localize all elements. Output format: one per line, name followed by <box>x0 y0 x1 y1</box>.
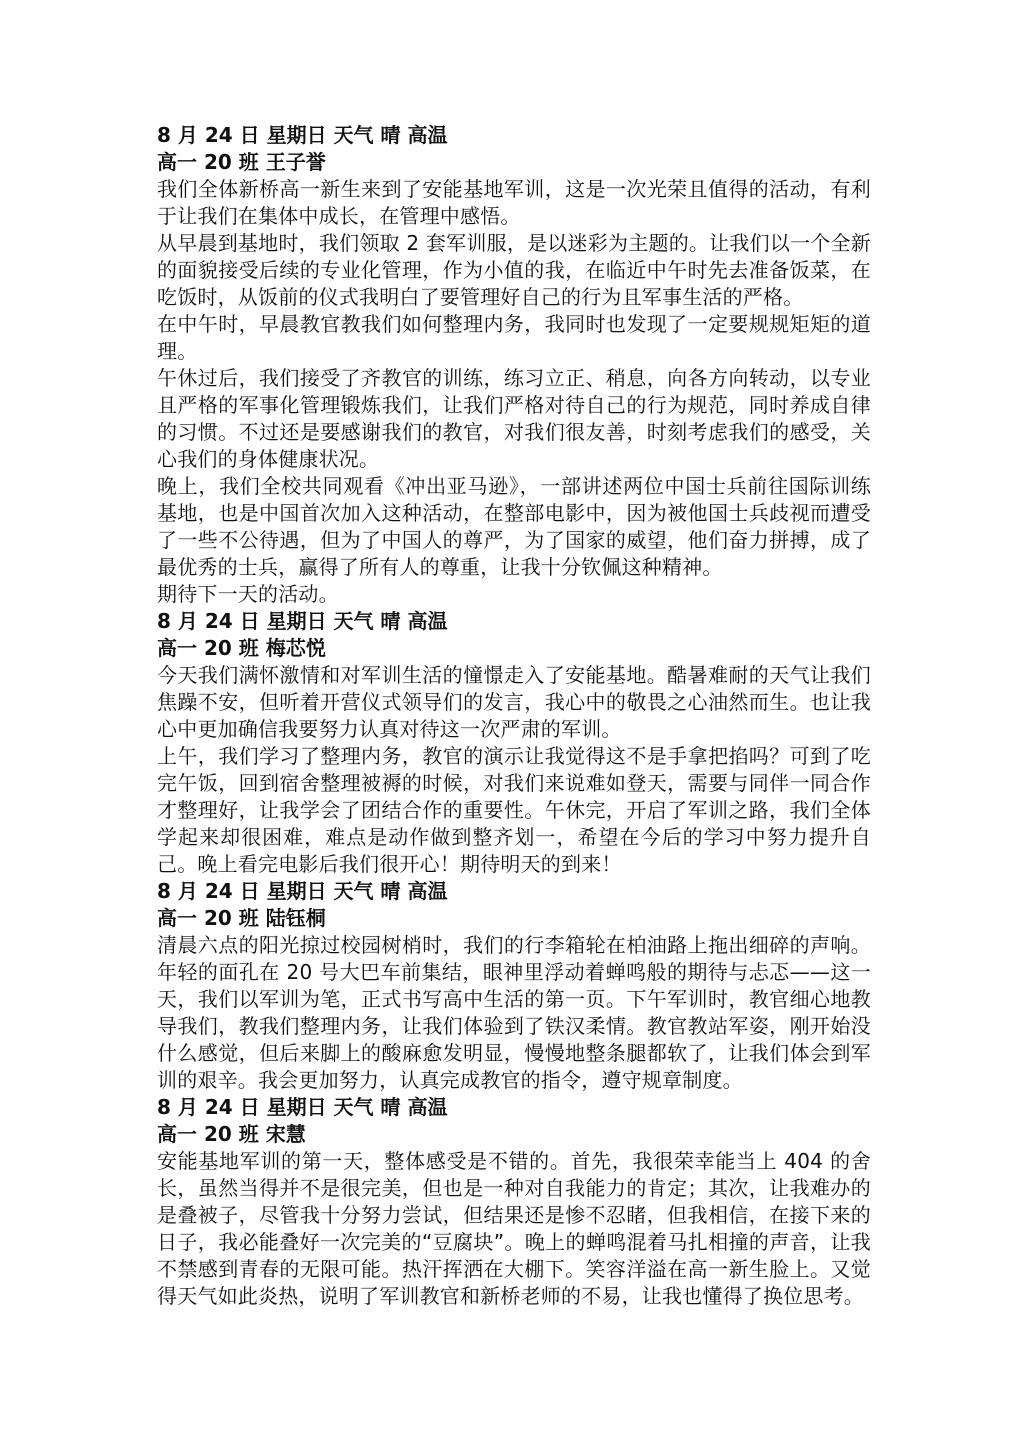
entry-date: 8 月 24 日 星期日 天气 晴 高温 <box>157 1095 448 1119</box>
entry-paragraph: 在中午时，早晨教官教我们如何整理内务，我同时也发现了一定要规规矩矩的道理。 <box>157 312 871 363</box>
diary-entry-2 <box>157 608 871 878</box>
entry-paragraph: 安能基地军训的第一天，整体感受是不错的。首先，我很荣幸能当上 404 的舍长，虽然当得并不是很完美，但也是一种对自我能力的肯定；其次，让我难办的是叠被子，尽管我十分努力尝试，但结果还是惨不忍睹，但我相信，在接下来的日子，我必能叠好一次完美的“豆腐块”。晚上的蝉鸣混着马扎相撞的声音，让我不禁感到青春的无限可能。热汗挥洒在大棚下。笑容洋溢在高一新生脸上。又觉得天气如此炎热，说明了军训教官和新桥老师的不易，让我也懂得了换位思考。 <box>157 1149 871 1308</box>
entry-date: 8 月 24 日 星期日 天气 晴 高温 <box>157 609 448 633</box>
entry-date: 8 月 24 日 星期日 天气 晴 高温 <box>157 879 448 903</box>
entry-author: 高一 20 班 宋慧 <box>157 1122 306 1146</box>
entry-paragraph: 期待下一天的活动。 <box>157 582 339 606</box>
entry-paragraph: 午休过后，我们接受了齐教官的训练，练习立正、稍息，向各方向转动，以专业且严格的军事化管理锻炼我们，让我们严格对待自己的行为规范，同时养成自律的习惯。不过还是要感谢我们的教官，对我们很友善，时刻考虑我们的感受，关心我们的身体健康状况。 <box>157 366 871 471</box>
diary-page <box>157 122 871 1310</box>
entry-author: 高一 20 班 王子誉 <box>157 150 326 174</box>
entry-paragraph: 晚上，我们全校共同观看《冲出亚马逊》，一部讲述两位中国士兵前往国际训练基地，也是中国首次加入这种活动，在整部电影中，因为被他国士兵歧视而遭受了一些不公待遇，但为了中国人的尊严，为了国家的威望，他们奋力拼搏，成了最优秀的士兵，赢得了所有人的尊重，让我十分钦佩这种精神。 <box>157 474 871 579</box>
entry-author: 高一 20 班 梅芯悦 <box>157 636 326 660</box>
entry-paragraph: 清晨六点的阳光掠过校园树梢时，我们的行李箱轮在柏油路上拖出细碎的声响。年轻的面孔在 20 号大巴车前集结，眼神里浮动着蝉鸣般的期待与忐忑——这一天，我们以军训为笔，正式书写高中生活的第一页。下午军训时，教官细心地教导我们，教我们整理内务，让我们体验到了铁汉柔情。教官教站军姿，刚开始没什么感觉，但后来脚上的酸麻愈发明显，慢慢地整条腿都软了，让我们体会到军训的艰辛。我会更加努力，认真完成教官的指令，遵守规章制度。 <box>157 933 871 1092</box>
entry-paragraph: 我们全体新桥高一新生来到了安能基地军训，这是一次光荣且值得的活动，有利于让我们在集体中成长，在管理中感悟。 <box>157 177 871 228</box>
diary-entry-3 <box>157 878 871 1094</box>
entry-date: 8 月 24 日 星期日 天气 晴 高温 <box>157 123 448 147</box>
entry-paragraph: 上午，我们学习了整理内务，教官的演示让我觉得这不是手拿把掐吗？可到了吃完午饭，回到宿舍整理被褥的时候，对我们来说难如登天，需要与同伴一同合作才整理好，让我学会了团结合作的重要性。午休完，开启了军训之路，我们全体学起来却很困难，难点是动作做到整齐划一，希望在今后的学习中努力提升自己。晚上看完电影后我们很开心！期待明天的到来！ <box>157 744 871 876</box>
entry-paragraph: 今天我们满怀激情和对军训生活的憧憬走入了安能基地。酷暑难耐的天气让我们焦躁不安，但听着开营仪式领导们的发言，我心中的敬畏之心油然而生。也让我心中更加确信我要努力认真对待这一次严肃的军训。 <box>157 663 871 741</box>
entry-paragraph: 从早晨到基地时，我们领取 2 套军训服，是以迷彩为主题的。让我们以一个全新的面貌接受后续的专业化管理，作为小值的我，在临近中午时先去准备饭菜，在吃饭时，从饭前的仪式我明白了要管理好自己的行为且军事生活的严格。 <box>157 231 871 309</box>
diary-entry-4 <box>157 1094 871 1310</box>
entry-author: 高一 20 班 陆钰桐 <box>157 906 326 930</box>
diary-entry-1 <box>157 122 871 608</box>
